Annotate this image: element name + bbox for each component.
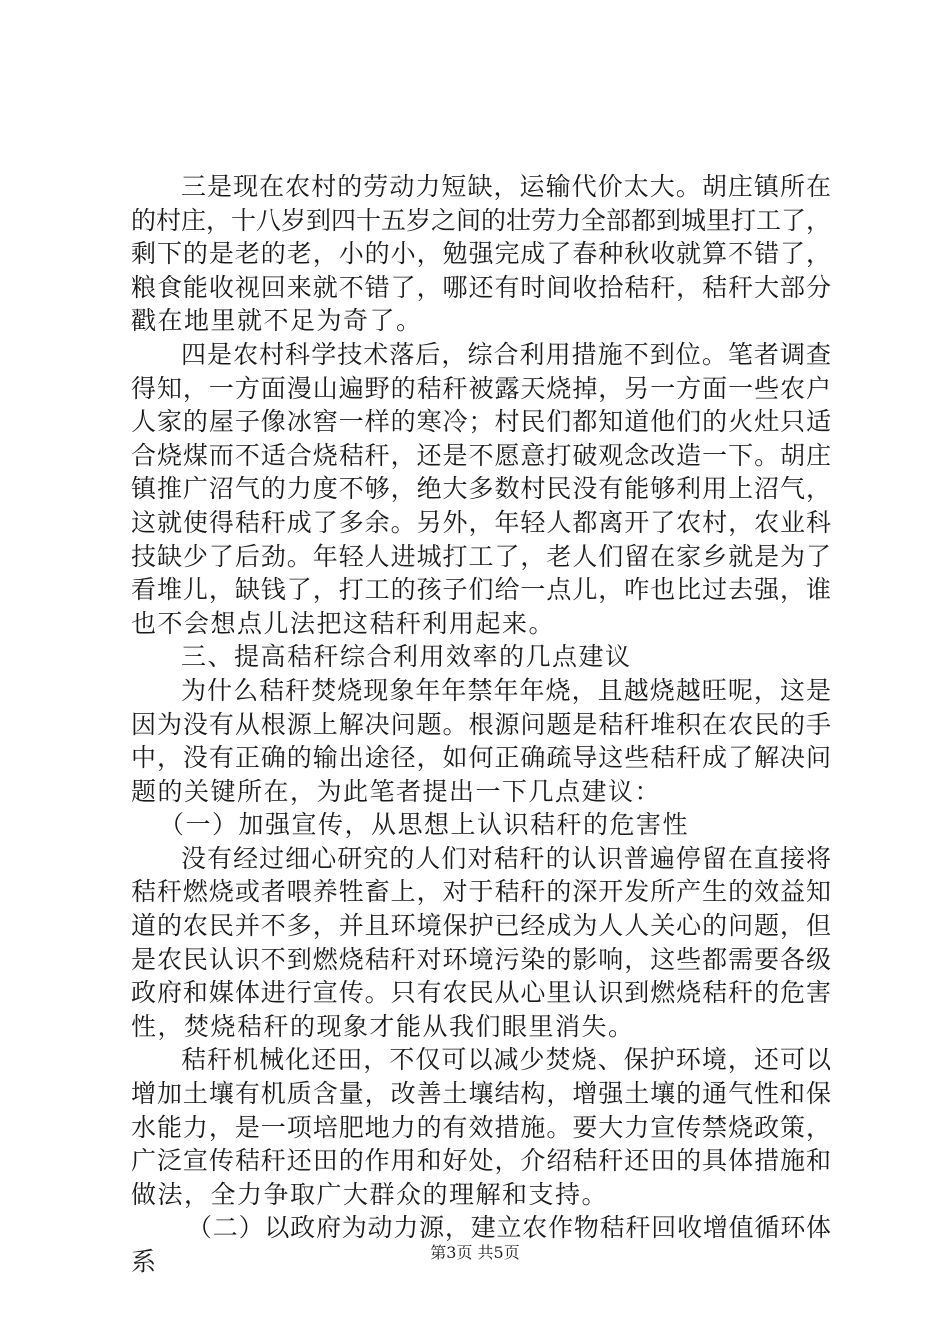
paragraph bbox=[131, 338, 831, 640]
text-line: 系 bbox=[131, 1247, 158, 1276]
text-line: 镇推广沼气的力度不够，绝大多数村民没有能够利用上沼气， bbox=[131, 474, 831, 504]
text-line: 性，焚烧秸秆的现象才能从我们眼里消失。 bbox=[131, 1011, 635, 1041]
paragraph bbox=[131, 170, 831, 338]
text-line: 道的农民并不多，并且环境保护已经成为人人关心的问题，但 bbox=[131, 911, 831, 941]
text-line: 秸秆燃烧或者喂养牲畜上，对于秸秆的深开发所产生的效益知 bbox=[131, 877, 831, 907]
text-line: 水能力，是一项培肥地力的有效措施。要大力宣传禁烧政策， bbox=[131, 1112, 831, 1142]
text-line: 为什么秸秆焚烧现象年年禁年年烧，且越烧越旺呢，这是 bbox=[181, 675, 831, 705]
text-line: 看堆儿，缺钱了，打工的孩子们给一点儿，咋也比过去强，谁 bbox=[131, 575, 831, 605]
text-line: 三是现在农村的劳动力短缺，运输代价太大。胡庄镇所在 bbox=[181, 172, 831, 201]
text-line: （二）以政府为动力源，建立农作物秸秆回收增值循环体 bbox=[187, 1213, 831, 1243]
text-line: 的村庄，十八岁到四十五岁之间的壮劳力全部都到城里打工了， bbox=[131, 205, 832, 235]
paragraph bbox=[131, 1043, 831, 1211]
text-line: 这就使得秸秆成了多余。另外，年轻人都离开了农村，农业科 bbox=[131, 507, 831, 537]
text-line: 题的关键所在，为此笔者提出一下几点建议： bbox=[131, 776, 662, 806]
text-line: 合烧煤而不适合烧秸秆，还是不愿意打破观念改造一下。胡庄 bbox=[131, 440, 831, 470]
text-line: 做法，全力争取广大群众的理解和支持。 bbox=[131, 1179, 609, 1209]
text-line: 广泛宣传秸秆还田的作用和好处，介绍秸秆还田的具体措施和 bbox=[131, 1146, 831, 1176]
text-line: 粮食能收视回来就不错了，哪还有时间收拾秸秆，秸秆大部分 bbox=[131, 272, 831, 302]
document-body bbox=[131, 170, 831, 1279]
text-line: 是农民认识不到燃烧秸秆对环境污染的影响，这些都需要各级 bbox=[131, 944, 831, 974]
text-line: 人家的屋子像冰窖一样的寒冷；村民们都知道他们的火灶只适 bbox=[131, 407, 831, 437]
paragraph bbox=[131, 842, 831, 1044]
text-line: 剩下的是老的老，小的小，勉强完成了春种秋收就算不错了， bbox=[131, 239, 831, 269]
page-number-footer: 第3页 共5页 bbox=[430, 1243, 520, 1262]
text-line: 增加土壤有机质含量，改善土壤结构，增强土壤的通气性和保 bbox=[131, 1079, 831, 1109]
text-line: 秸秆机械化还田，不仅可以减少焚烧、保护环境，还可以 bbox=[181, 1045, 831, 1075]
text-line: 中，没有正确的输出途径，如何正确疏导这些秸秆成了解决问 bbox=[131, 743, 831, 773]
text-line: 技缺少了后劲。年轻人进城打工了，老人们留在家乡就是为了 bbox=[131, 541, 831, 571]
text-line: 得知，一方面漫山遍野的秸秆被露天烧掉，另一方面一些农户 bbox=[131, 373, 831, 403]
text-line: 政府和媒体进行宣传。只有农民从心里认识到燃烧秸秆的危害 bbox=[131, 978, 831, 1008]
section-heading: 三、提高秸秆综合利用效率的几点建议 bbox=[181, 642, 632, 672]
text-line: 四是农村科学技术落后，综合利用措施不到位。笔者调查 bbox=[181, 339, 831, 369]
paragraph bbox=[131, 674, 831, 808]
text-line: 没有经过细心研究的人们对秸秆的认识普遍停留在直接将 bbox=[181, 843, 831, 873]
subsection-heading: （一）加强宣传，从思想上认识秸秆的危害性 bbox=[159, 810, 690, 840]
text-line: 戳在地里就不足为奇了。 bbox=[131, 306, 423, 336]
text-line: 也不会想点儿法把这秸秆利用起来。 bbox=[131, 608, 556, 638]
text-line: 因为没有从根源上解决问题。根源问题是秸秆堆积在农民的手 bbox=[131, 709, 831, 739]
